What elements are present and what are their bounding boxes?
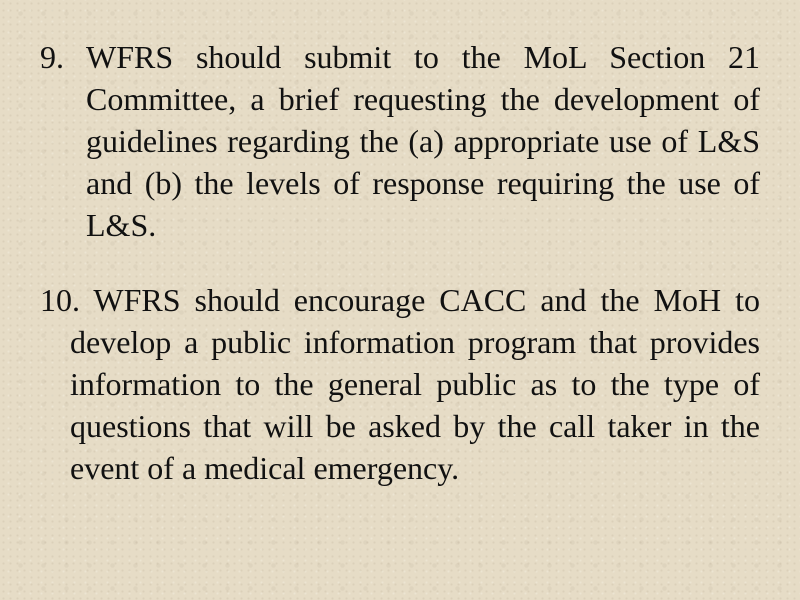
item-number: 10. [40, 282, 80, 318]
list-item-9 [40, 36, 760, 246]
list-item-10 [40, 279, 760, 489]
item-text: WFRS should submit to the MoL Section 21 Committee, a brief requesting the development of guidelines regarding the (a) appropriate use of L&S and (b) the levels of response requiring the use of L&S. [86, 39, 760, 243]
item-number: 9. [40, 39, 64, 75]
item-text: WFRS should encourage CACC and the MoH to develop a public information program that provides information to the general public as to the type of questions that will be asked by the call taker in the event of a medical emergency. [70, 282, 761, 486]
item-body [40, 279, 760, 489]
